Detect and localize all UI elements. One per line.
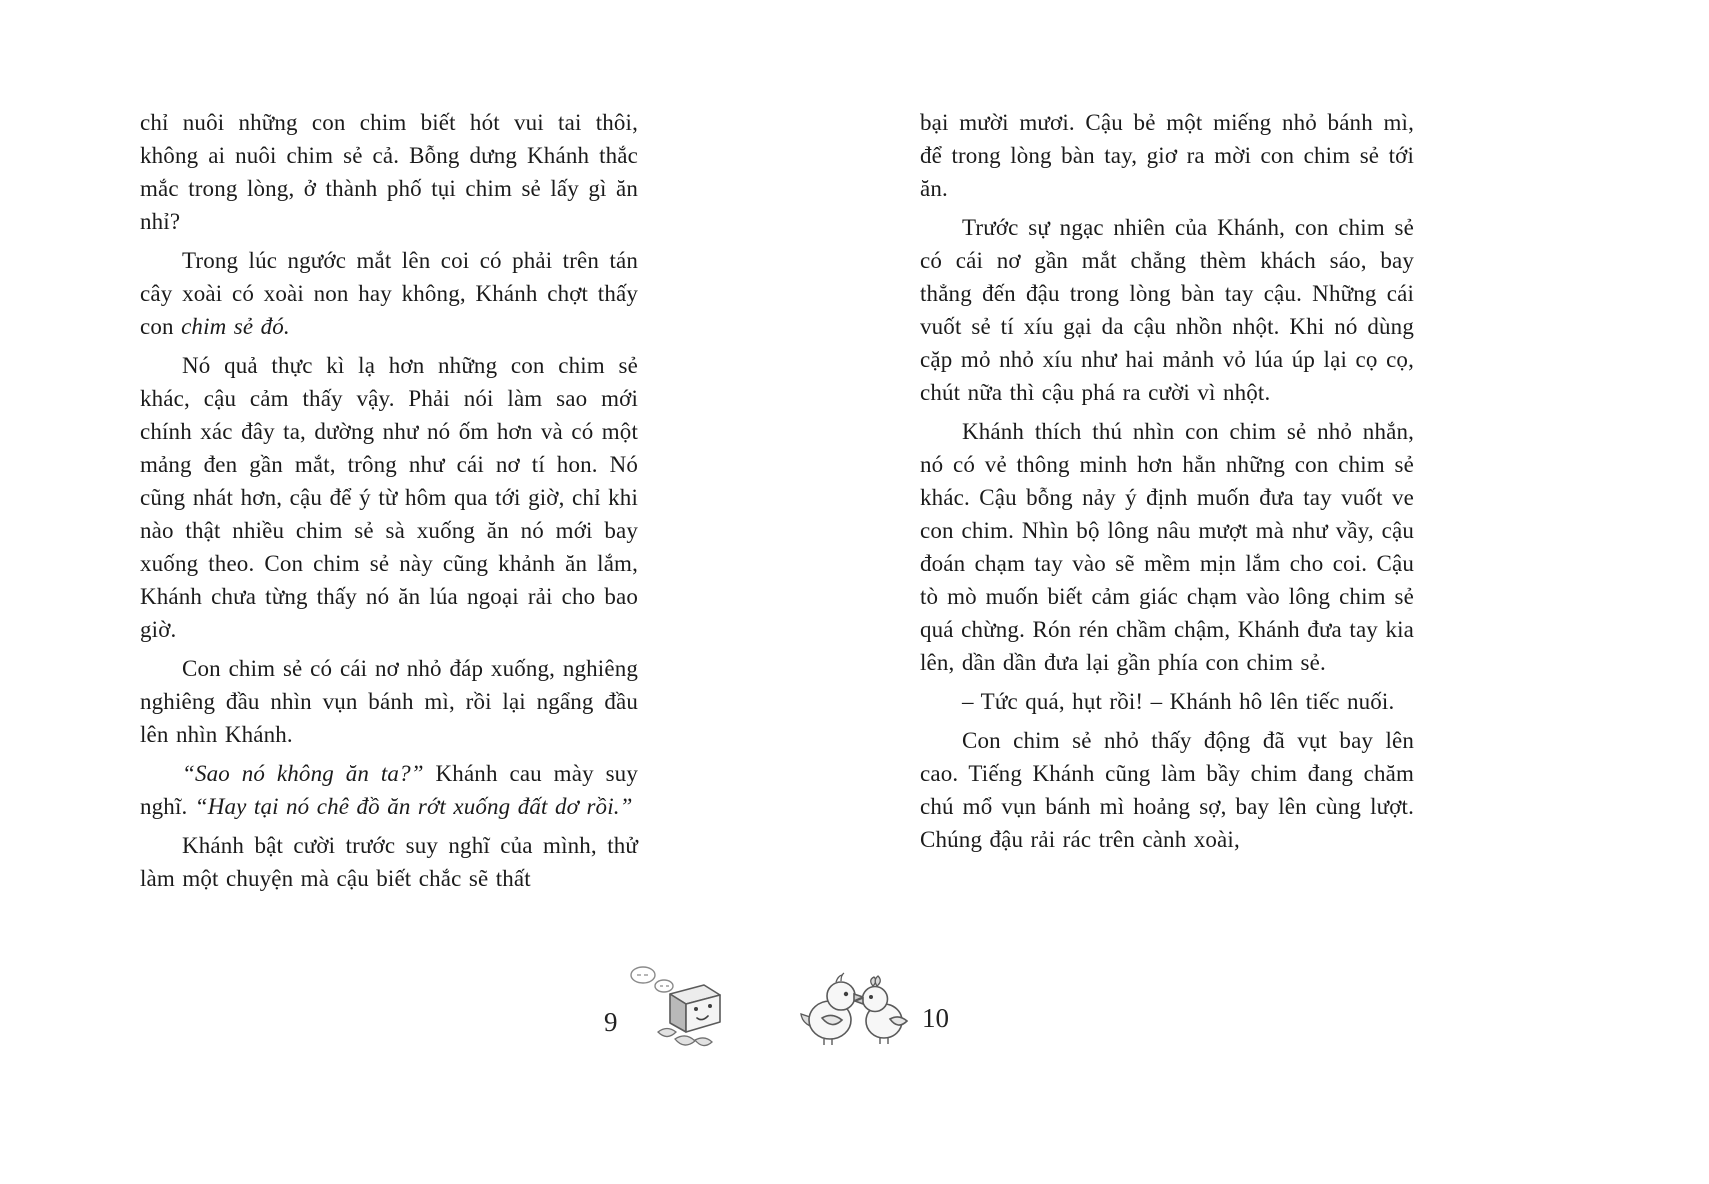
left-page-text-column (140, 106, 638, 895)
text-run: bại mười mươi. Cậu bẻ một miếng nhỏ bánh mì, để trong lòng bàn tay, giơ ra mời con chim sẻ tới ăn. (920, 110, 1414, 201)
paragraph (920, 211, 1414, 409)
left-page-footer (604, 962, 728, 1054)
text-run: – Tức quá, hụt rồi! – Khánh hô lên tiếc nuối. (962, 689, 1395, 714)
italic-text-run: “Hay tại nó chê đồ ăn rớt xuống đất dơ rồi.” (194, 794, 633, 819)
bread-character-illustration (628, 962, 728, 1054)
italic-text-run: “Sao nó không ăn ta?” (182, 761, 424, 786)
paragraph (140, 757, 638, 823)
paragraph (140, 652, 638, 751)
right-page-footer (800, 968, 949, 1050)
text-run: Nó quả thực kì lạ hơn những con chim sẻ khác, cậu cảm thấy vậy. Phải nói làm sao mới chính xác đây ta, dường như nó ốm hơn và có một mảng đen gần mắt, trông như cái nơ tí hon. Nó cũng nhát hơn, cậu để ý từ hôm qua tới giờ, chỉ khi nào thật nhiều chim sẻ sà xuống ăn nó mới bay xuống theo. Con chim sẻ này cũng khảnh ăn lắm, Khánh chưa từng thấy nó ăn lúa ngoại rải cho bao giờ. (140, 353, 638, 642)
paragraph (140, 829, 638, 895)
italic-text-run: chim sẻ đó. (181, 314, 290, 339)
text-run: Khánh thích thú nhìn con chim sẻ nhỏ nhắn, nó có vẻ thông minh hơn hẳn những con chim sẻ khác. Cậu bỗng nảy ý định muốn đưa tay vuốt ve con chim. Nhìn bộ lông nâu mượt mà như vầy, cậu đoán chạm tay vào sẽ mềm mịn lắm cho coi. Cậu tò mò muốn biết cảm giác chạm vào lông chim sẻ quá chừng. Rón rén chầm chậm, Khánh đưa tay kia lên, dần dần đưa lại gần phía con chim sẻ. (920, 419, 1414, 675)
text-run: Khánh bật cười trước suy nghĩ của mình, thử làm một chuyện mà cậu biết chắc sẽ thất (140, 833, 638, 891)
paragraph (920, 106, 1414, 205)
text-run: Trong lúc ngước mắt lên coi có phải trên tán cây xoài có xoài non hay không, Khánh chợt thấy con (140, 248, 638, 339)
sparrows-illustration (800, 968, 912, 1050)
text-run: Khánh cau mày suy nghĩ. (140, 761, 638, 819)
text-run: Trước sự ngạc nhiên của Khánh, con chim sẻ có cái nơ gần mắt chẳng thèm khách sáo, bay thẳng đến đậu trong lòng bàn tay cậu. Những cái vuốt sẻ tí xíu gại da cậu nhồn nhột. Khi nó dùng cặp mỏ nhỏ xíu như hai mảnh vỏ lúa úp lại cọ cọ, chút nữa thì cậu phá ra cười vì nhột. (920, 215, 1414, 405)
paragraph (920, 724, 1414, 856)
page-number-right: 10 (922, 1003, 949, 1033)
two-sparrows-icon (800, 968, 912, 1050)
paragraph (920, 685, 1414, 718)
paragraph (140, 244, 638, 343)
paragraph (140, 106, 638, 238)
right-page-text-column (920, 106, 1414, 856)
page-number-left: 9 (604, 1007, 618, 1037)
text-run: chỉ nuôi những con chim biết hót vui tai thôi, không ai nuôi chim sẻ cả. Bỗng dưng Khánh thắc mắc trong lòng, ở thành phố tụi chim sẻ lấy gì ăn nhỉ? (140, 110, 638, 234)
bread-character-icon (628, 962, 728, 1054)
paragraph (920, 415, 1414, 679)
paragraph (140, 349, 638, 646)
text-run: Con chim sẻ nhỏ thấy động đã vụt bay lên cao. Tiếng Khánh cũng làm bầy chim đang chăm chú mổ vụn bánh mì hoảng sợ, bay lên cùng lượt. Chúng đậu rải rác trên cành xoài, (920, 728, 1414, 852)
text-run: Con chim sẻ có cái nơ nhỏ đáp xuống, nghiêng nghiêng đầu nhìn vụn bánh mì, rồi lại ngẩng đầu lên nhìn Khánh. (140, 656, 638, 747)
